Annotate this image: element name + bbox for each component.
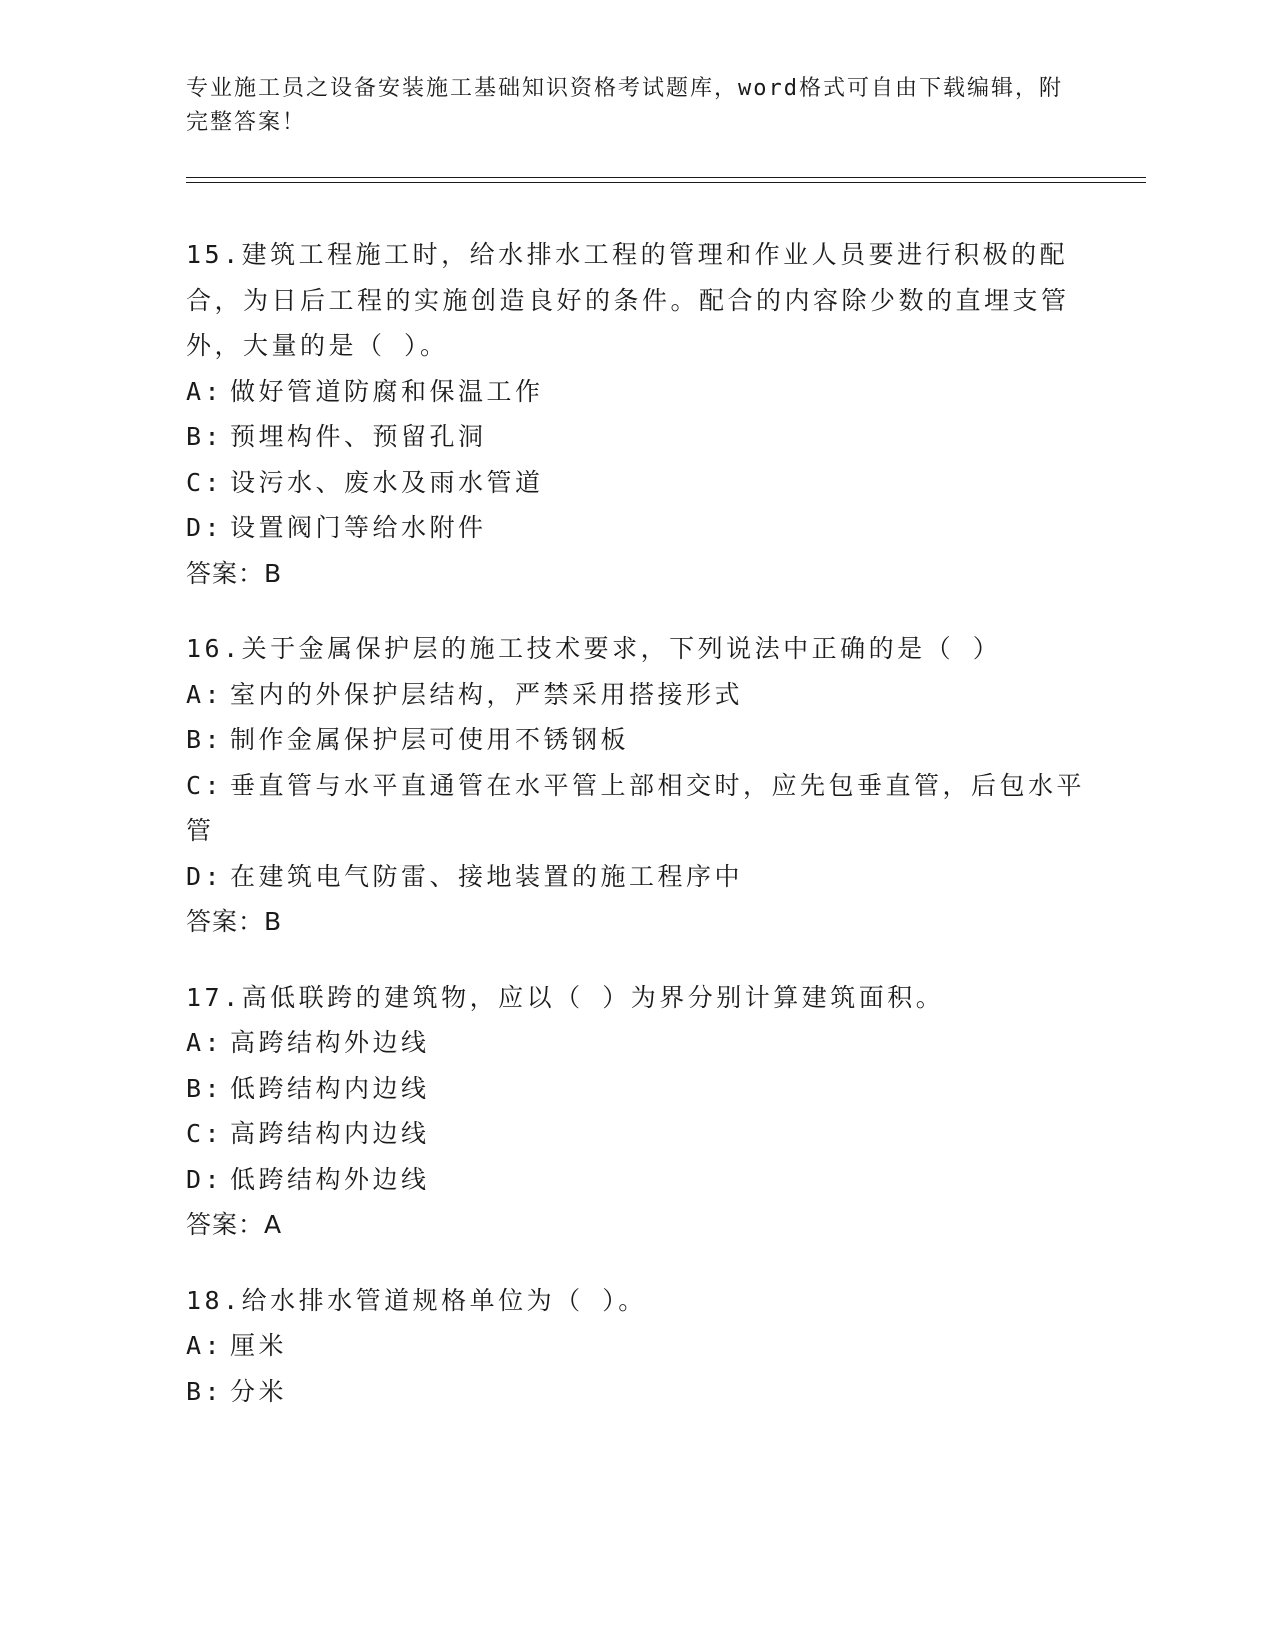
option-text: 低跨结构内边线 [230, 1073, 430, 1103]
option-c [186, 763, 1086, 854]
option-key: D: [186, 1164, 224, 1194]
header-text: 专业施工员之设备安装施工基础知识资格考试题库，word格式可自由下载编辑，附完整答案！ [186, 76, 1063, 135]
option-key: A: [186, 1028, 224, 1057]
option-text: 低跨结构外边线 [230, 1164, 430, 1194]
option-text: 高跨结构外边线 [230, 1028, 430, 1057]
option-key: D: [186, 513, 224, 542]
option-text: 垂直管与水平直通管在水平管上部相交时，应先包垂直管，后包水平管 [186, 770, 1086, 845]
answer: 答案：A [186, 1210, 283, 1239]
option-key: C: [186, 1119, 224, 1148]
document-header [186, 72, 1086, 140]
option-text: 高跨结构内边线 [230, 1119, 430, 1148]
option-b [186, 1066, 1086, 1112]
option-text: 制作金属保护层可使用不锈钢板 [230, 725, 630, 754]
option-key: C: [186, 770, 224, 800]
question-16 [186, 626, 1086, 945]
option-a [186, 369, 1086, 415]
question-list [186, 232, 1086, 1444]
option-key: A: [186, 679, 224, 709]
option-d [186, 505, 1086, 551]
option-text: 设置阀门等给水附件 [230, 513, 487, 542]
option-text: 预埋构件、预留孔洞 [230, 422, 487, 451]
question-18 [186, 1278, 1086, 1415]
option-c [186, 1111, 1086, 1157]
question-stem: 17.高低联跨的建筑物，应以（ ）为界分别计算建筑面积。 [186, 982, 945, 1012]
answer: 答案：B [186, 558, 283, 588]
option-key: A: [186, 376, 224, 406]
option-key: D: [186, 861, 224, 891]
option-key: B: [186, 422, 224, 451]
option-b [186, 1369, 1086, 1415]
option-key: B: [186, 725, 224, 754]
option-text: 设污水、废水及雨水管道 [230, 467, 544, 497]
question-17 [186, 975, 1086, 1248]
option-key: A: [186, 1331, 224, 1360]
option-text: 在建筑电气防雷、接地装置的施工程序中 [230, 861, 744, 891]
option-text: 分米 [230, 1376, 288, 1406]
header-divider-top [186, 177, 1146, 178]
header-divider-bottom [186, 182, 1146, 183]
option-text: 做好管道防腐和保温工作 [230, 376, 544, 406]
option-text: 厘米 [230, 1331, 288, 1360]
answer: 答案：B [186, 907, 283, 936]
option-text: 室内的外保护层结构，严禁采用搭接形式 [230, 679, 744, 709]
option-a [186, 672, 1086, 718]
option-b [186, 717, 1086, 763]
option-key: B: [186, 1376, 224, 1406]
option-key: C: [186, 467, 224, 497]
option-a [186, 1323, 1086, 1369]
question-15 [186, 232, 1086, 596]
option-c [186, 460, 1086, 506]
option-d [186, 1157, 1086, 1203]
question-stem: 15.建筑工程施工时，给水排水工程的管理和作业人员要进行积极的配合，为日后工程的实施创造良好的条件。配合的内容除少数的直埋支管外，大量的是（ ）。 [186, 240, 1070, 360]
question-stem: 18.给水排水管道规格单位为（ ）。 [186, 1285, 647, 1315]
option-b [186, 414, 1086, 460]
question-stem: 16.关于金属保护层的施工技术要求，下列说法中正确的是（ ） [186, 634, 1002, 663]
option-key: B: [186, 1073, 224, 1103]
option-a [186, 1020, 1086, 1066]
option-d [186, 854, 1086, 900]
